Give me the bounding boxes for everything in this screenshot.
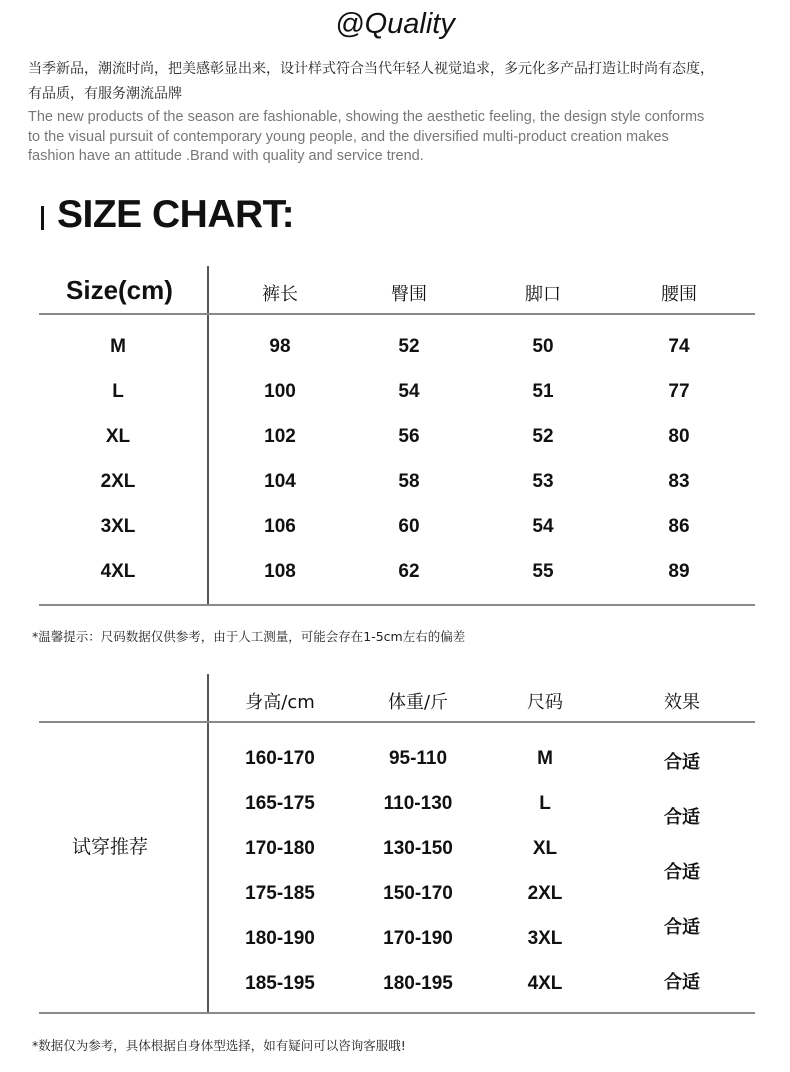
fit-table-header-cell: 效果 — [664, 692, 700, 713]
fit-effect-cell: 合适 — [664, 862, 700, 883]
size-table-cell: 50 — [532, 336, 554, 357]
size-table-cell: 62 — [398, 561, 420, 582]
size-table-cell: 80 — [668, 426, 690, 447]
size-table-cell: 106 — [264, 516, 296, 537]
size-table-divider-vertical — [207, 266, 209, 604]
section-title: SIZE CHART: — [57, 193, 295, 236]
fit-table-header-cell: 身高/cm — [245, 692, 315, 713]
fit-table-header-cell: 体重/斤 — [387, 692, 449, 713]
size-table-cell: 56 — [398, 426, 420, 447]
fit-effect-cell: 合适 — [664, 972, 700, 993]
size-table-cell: 108 — [264, 561, 296, 582]
size-table-cell: 53 — [532, 471, 554, 492]
size-table-cell: L — [112, 381, 124, 402]
intro-english — [28, 108, 748, 167]
fit-table-bottom-line — [39, 1012, 755, 1014]
fit-table-cell: L — [539, 793, 551, 814]
fit-table-cell: 4XL — [527, 973, 563, 994]
size-table-cell: 3XL — [100, 516, 136, 537]
size-table-cell: 86 — [668, 516, 690, 537]
size-table-cell: 89 — [668, 561, 690, 582]
size-table-note: *温馨提示：尺码数据仅供参考，由于人工测量，可能会存在1-5cm左右的偏差 — [32, 629, 466, 644]
size-table-cell: 2XL — [100, 471, 136, 492]
fit-table-divider-vertical — [207, 674, 209, 1012]
size-table-cell: 55 — [532, 561, 554, 582]
size-table-header-cell: 腰围 — [661, 284, 697, 305]
intro-chinese-line: 有品质，有服务潮流品牌 — [28, 86, 182, 102]
size-table-cell: 83 — [668, 471, 690, 492]
intro-english-line: to the visual pursuit of contemporary young people, and the diversified multi-product creation makes — [28, 128, 669, 145]
size-table-cell: 100 — [264, 381, 296, 402]
size-table-cell: 58 — [398, 471, 420, 492]
size-table-cell: 52 — [398, 336, 420, 357]
fit-table-cell: 170-190 — [383, 928, 453, 949]
fit-table-cell: 160-170 — [245, 748, 315, 769]
size-table-bottom-line — [39, 604, 755, 606]
size-table-cell: 104 — [264, 471, 296, 492]
size-table-cell: 77 — [668, 381, 690, 402]
fit-table-cell: 180-195 — [383, 973, 453, 994]
brand-title: @Quality — [335, 8, 455, 40]
size-table-cell: 54 — [532, 516, 554, 537]
fit-table-cell: M — [537, 748, 553, 769]
size-table-cell: 60 — [398, 516, 420, 537]
fit-table-cell: 150-170 — [383, 883, 453, 904]
fit-table-cell: XL — [532, 838, 558, 859]
fit-table-cell: 110-130 — [383, 793, 453, 814]
size-table-header-line — [39, 313, 755, 315]
size-table-cell: 4XL — [100, 561, 136, 582]
fit-table-cell: 2XL — [527, 883, 563, 904]
fit-table-header-cell: 尺码 — [527, 692, 563, 713]
size-table-cell: 52 — [532, 426, 554, 447]
size-table-cell: 74 — [668, 336, 690, 357]
size-table-cell: 51 — [532, 381, 554, 402]
fit-table-cell: 185-195 — [245, 973, 315, 994]
fit-effect-cell: 合适 — [664, 807, 700, 828]
fit-table-note: *数据仅为参考，具体根据自身体型选择，如有疑问可以咨询客服哦! — [32, 1038, 406, 1053]
size-table-header-cell: 脚口 — [525, 284, 561, 305]
size-table-cell: XL — [105, 426, 131, 447]
size-table-header-cell: 臀围 — [391, 284, 427, 305]
size-table-cell: 102 — [264, 426, 296, 447]
fit-table-cell: 170-180 — [245, 838, 315, 859]
size-table-header-cell: 裤长 — [262, 284, 298, 305]
section-marker — [41, 206, 44, 230]
fit-table-cell: 165-175 — [245, 793, 315, 814]
size-table-header-size: Size(cm) — [66, 275, 173, 305]
size-table-cell: M — [110, 336, 126, 357]
size-table-cell: 54 — [398, 381, 420, 402]
fit-table-cell: 180-190 — [245, 928, 315, 949]
fit-effect-cell: 合适 — [664, 752, 700, 773]
intro-chinese — [28, 57, 768, 107]
intro-chinese-line: 当季新品，潮流时尚，把美感彰显出来，设计样式符合当代年轻人视觉追求，多元化多产品打造让时尚有态度， — [28, 61, 714, 77]
fit-table-cell: 3XL — [527, 928, 563, 949]
intro-english-line: fashion have an attitude .Brand with quality and service trend. — [28, 148, 424, 164]
size-table-cell: 98 — [269, 336, 291, 357]
fit-table-header-line — [39, 721, 755, 723]
fit-effect-cell: 合适 — [664, 917, 700, 938]
intro-english-line: The new products of the season are fashionable, showing the aesthetic feeling, the design style conforms — [28, 109, 705, 125]
fit-table-cell: 175-185 — [245, 883, 315, 904]
fit-table-cell: 95-110 — [388, 748, 448, 769]
fit-table-row-label: 试穿推荐 — [72, 836, 149, 858]
fit-table-cell: 130-150 — [383, 838, 453, 859]
